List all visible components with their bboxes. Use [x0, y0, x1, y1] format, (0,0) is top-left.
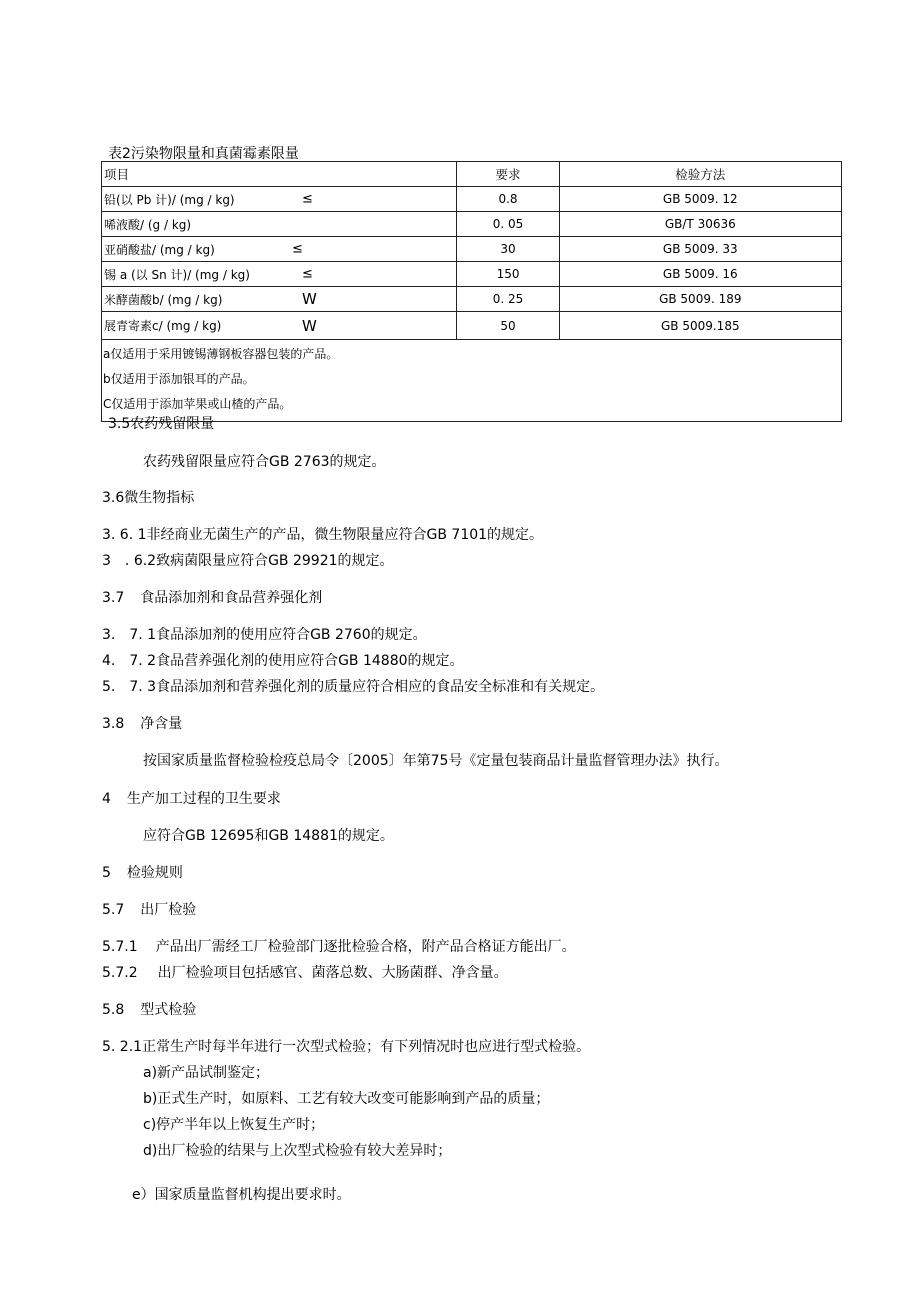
row-item-label: 锡 a (以 Sn 计)/ (mg / kg): [104, 267, 250, 282]
list-item: b)正式生产时，如原料、工艺有较大改变可能影响到产品的质量；: [143, 1091, 550, 1107]
header-method: 检验方法: [559, 162, 841, 187]
row-method: GB 5009. 189: [559, 287, 841, 312]
section-text: 7. 3食品添加剂和营养强化剂的质量应符合相应的食品安全标准和有关规定。: [129, 679, 605, 695]
section-number: 3.: [102, 627, 116, 643]
table-row: [102, 287, 842, 312]
section-number: 4.: [102, 653, 116, 669]
row-item-label: 展青寄素c/ (mg / kg): [104, 319, 222, 333]
section-number: 5: [102, 865, 111, 881]
header-item: 项目: [102, 162, 457, 187]
section-3-7-1: [102, 624, 427, 644]
row-method: GB 5009. 33: [559, 237, 841, 262]
row-method: GB 5009. 16: [559, 262, 841, 287]
row-method: GB 5009. 12: [559, 187, 841, 212]
row-symbol: ≤: [302, 191, 313, 207]
section-3-7-heading: [102, 587, 322, 607]
section-4-heading: [102, 788, 281, 808]
row-symbol: ≤: [302, 266, 313, 282]
table-notes: [102, 340, 842, 422]
section-3-5-body: 农药残留限量应符合GB 2763的规定。: [143, 454, 386, 470]
row-item-label: 铅(以 Pb 计)/ (mg / kg): [104, 192, 235, 207]
section-text: 产品出厂需经工厂检验部门逐批检验合格，附产品合格证方能出厂。: [155, 939, 576, 955]
row-symbol: ≤: [292, 241, 303, 257]
section-title: 食品添加剂和食品营养强化剂: [140, 590, 323, 606]
table-note: b仅适用于添加银耳的产品。: [103, 372, 255, 386]
header-requirement: 要求: [457, 162, 559, 187]
section-number: 5.7: [102, 902, 125, 918]
section-5-7-heading: [102, 899, 196, 919]
table-header-row: [102, 162, 842, 187]
section-number: 3: [102, 553, 111, 569]
list-item: e）国家质量监督机构提出要求时。: [132, 1187, 351, 1203]
row-item-cell: [102, 287, 457, 312]
table-notes-row: [102, 340, 842, 422]
row-requirement: 30: [457, 237, 559, 262]
section-3-7-2: [102, 650, 464, 670]
row-requirement: 150: [457, 262, 559, 287]
contaminant-limits-table: [101, 161, 842, 422]
section-title: 生产加工过程的卫生要求: [126, 791, 281, 807]
table-note: C仅适用于添加苹果或山楂的产品。: [103, 397, 292, 411]
row-method: GB/T 30636: [559, 212, 841, 237]
section-5-2-1: 5. 2.1正常生产时每半年进行一次型式检验；有下列情况时也应进行型式检验。: [102, 1039, 591, 1055]
table-row: [102, 262, 842, 287]
section-text: 7. 2食品营养强化剂的使用应符合GB 14880的规定。: [129, 653, 464, 669]
row-item-cell: [102, 262, 457, 287]
row-requirement: 0. 05: [457, 212, 559, 237]
section-title: 出厂检验: [140, 902, 197, 918]
section-5-7-1: [102, 936, 576, 956]
section-title: 型式检验: [140, 1002, 197, 1018]
section-title: 净含量: [140, 716, 183, 732]
section-3-6-2: [102, 550, 394, 570]
list-item: d)出厂检验的结果与上次型式检验有较大差异时；: [143, 1143, 452, 1159]
row-item-cell: [102, 237, 457, 262]
section-text: 7. 1食品添加剂的使用应符合GB 2760的规定。: [129, 627, 427, 643]
row-item-cell: [102, 212, 457, 237]
section-3-5-heading: 3.5农药残留限量: [108, 416, 215, 432]
section-number: 3.8: [102, 716, 125, 732]
section-number: 5.8: [102, 1002, 125, 1018]
row-symbol: W: [302, 316, 317, 335]
section-4-body: 应符合GB 12695和GB 14881的规定。: [143, 828, 394, 844]
row-item-label: 米酵菌酸b/ (mg / kg): [104, 292, 223, 307]
section-5-8-heading: [102, 999, 196, 1019]
section-number: 5.7.2: [102, 965, 138, 981]
section-number: 5.: [102, 679, 116, 695]
section-5-heading: [102, 862, 183, 882]
table-caption: 表2污染物限量和真菌霉素限量: [108, 146, 299, 162]
section-3-8-heading: [102, 713, 182, 733]
row-item-cell: [102, 187, 457, 212]
row-item-label: 唏液酸/ (g / kg): [104, 217, 192, 232]
row-item-label: 亚硝酸盐/ (mg / kg): [104, 242, 215, 257]
table-row: [102, 312, 842, 340]
table-note: a仅适用于采用镀锡薄钢板容器包装的产品。: [103, 347, 339, 361]
table-row: [102, 237, 842, 262]
list-item: a)新产品试制鉴定；: [143, 1065, 270, 1081]
section-number: 5.7.1: [102, 939, 138, 955]
table-row: [102, 212, 842, 237]
row-item-cell: [102, 312, 457, 340]
section-title: 检验规则: [126, 865, 183, 881]
section-3-6-heading: 3.6微生物指标: [102, 490, 195, 506]
table-row: [102, 187, 842, 212]
section-3-6-1: 3. 6. 1非经商业无菌生产的产品，微生物限量应符合GB 7101的规定。: [102, 527, 544, 543]
row-requirement: 0. 25: [457, 287, 559, 312]
row-requirement: 0.8: [457, 187, 559, 212]
section-3-7-3: [102, 676, 604, 696]
list-item: c)停产半年以上恢复生产时；: [143, 1117, 325, 1133]
row-symbol: W: [302, 290, 317, 308]
section-5-7-2: [102, 962, 508, 982]
section-3-8-body: 按国家质量监督检验检疫总局令〔2005〕年第75号《定量包装商品计量监督管理办法》执行。: [143, 753, 729, 769]
section-number: 3.7: [102, 590, 125, 606]
section-text: 出厂检验项目包括感官、菌落总数、大肠菌群、净含量。: [157, 965, 508, 981]
section-number: 4: [102, 791, 111, 807]
section-text: . 6.2致病菌限量应符合GB 29921的规定。: [124, 553, 394, 569]
row-requirement: 50: [457, 312, 559, 340]
row-method: GB 5009.185: [559, 312, 841, 340]
